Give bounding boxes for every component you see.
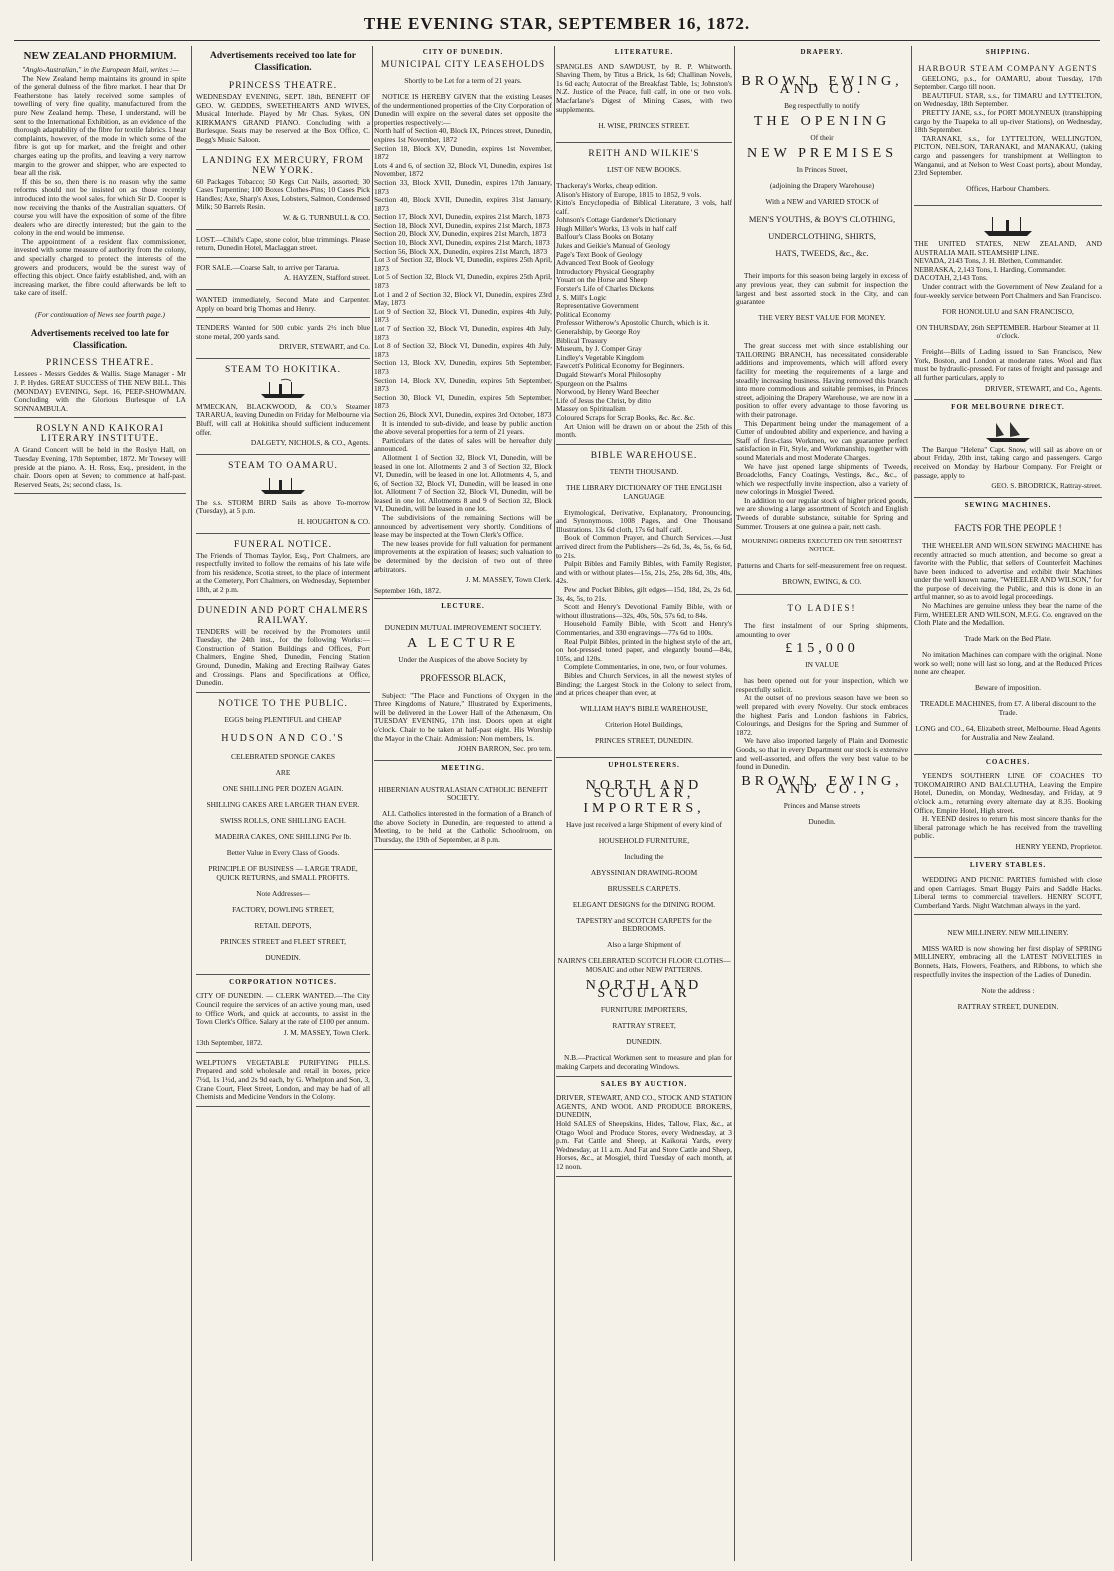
ad-text: LOST.—Child's Cape, stone color, blue trimmings. Please return, Dunedin Hotel, Maclaggan street. [196, 234, 370, 253]
book-item: Generalship, by George Roy [556, 327, 641, 336]
ad-text: The first instalment of our Spring shipments, amounting to over [736, 621, 908, 639]
lease-list [374, 127, 552, 419]
ship-item: GEELONG, p.s., for OAMARU, about Tuesday, 17th September. Cargo till noon. [914, 73, 1102, 92]
ad-line: BROWN, EWING, AND CO. [741, 73, 903, 98]
ad-signature: J. M. MASSEY, Town Clerk. [283, 1027, 370, 1037]
ad-line: DUNEDIN. [265, 952, 301, 962]
lease-item: Section 33, Block XVII, Dunedin, expires 17th January, 1873 [374, 177, 552, 196]
ad-steam-hokitika [196, 362, 370, 455]
ad-line: MADEIRA CAKES, ONE SHILLING Per lb. [214, 832, 352, 842]
ad-line: BROWN, EWING, AND CO., [741, 773, 903, 798]
ad-text: WELPTON'S VEGETABLE PURIFYING PILLS. Prepared and sold wholesale and retail in boxes, price 7½d, 1s 1½d, and 2s 9d each, by G. Whelpton and Son, 3, Crane Court, Fleet Street, London, and may be had of all Chemists and Medicine Vendors in the Colony. [196, 1057, 370, 1102]
ad-line: FOR HONOLULU and SAN FRANCISCO, [942, 306, 1074, 316]
ad-text: Pulpit Bibles and Family Bibles, with Family Register, and with or without plates—15s, 21s, 25s, 28s 6d, 30s, 40s, 42s. [556, 559, 732, 586]
ad-line: FURNITURE IMPORTERS, [600, 1005, 688, 1015]
book-item: Representative Government [556, 301, 639, 311]
sailing-ship-icon [982, 421, 1034, 443]
ad-signature: GEO. S. BRODRICK, Rattray-street. [991, 481, 1102, 491]
book-list [556, 182, 732, 423]
column-divider [554, 46, 555, 1561]
ad-text: Household Family Bible, with Scott and Henry's Commentaries, and 330 engravings—77s 6d to 100s. [556, 619, 732, 637]
ad-line: (adjoining the Drapery Warehouse) [769, 181, 875, 191]
ad-line: In Princes Street, [796, 165, 848, 175]
ad-text: TENDERS Wanted for 500 cubic yards 2½ inch blue stone metal, 200 yards sand. [196, 323, 370, 341]
ad-steam-oamaru [196, 458, 370, 534]
lease-item: Section 30, Block VI, Dunedin, expires 5th September, 1873 [374, 392, 552, 411]
book-item: Massey on Spiritualism [556, 404, 626, 414]
ad-line: ON THURSDAY, 26th SEPTEMBER. Harbour Steamer at 11 o'clock. [916, 322, 1100, 341]
ad-title: ROSLYN AND KAIKORAI LITERARY INSTITUTE. [36, 424, 164, 445]
ad-funeral [196, 537, 370, 600]
ad-title: PRINCESS THEATRE. [228, 81, 338, 91]
masthead: THE EVENING STAR, SEPTEMBER 16, 1872. [363, 14, 751, 33]
ad-line: CELEBRATED SPONGE CAKES [231, 752, 335, 762]
ad-signature: JOHN BARRON, Sec. pro tem. [457, 744, 552, 754]
ad-title: BIBLE WAREHOUSE. [590, 450, 698, 461]
ad-us-mail-line [914, 209, 1102, 400]
ad-text: We have also imported largely of Plain and Domestic Goods, so that in every Department our stock is extensive and well-assorted, and offers the very best value to be found in Dunedin. [736, 736, 908, 772]
ad-signature: DRIVER, STEWART, and Co. [279, 342, 370, 352]
column-3 [374, 46, 552, 1561]
book-item: Hugh Miller's Works, 13 vols in half calf [556, 223, 677, 233]
ad-title: REITH AND WILKIE'S [588, 148, 700, 159]
ship-item: PRETTY JANE, s.s., for PORT MOLYNEUX (transhipping cargo by the Tuapeka to all up-river Stations), on Wednesday, 18th September. [914, 107, 1102, 135]
column-1 [14, 46, 186, 1561]
ad-line: NORTH AND SCOULAR, [585, 777, 703, 802]
book-item: Professor Witherow's Apostolic Church, which is it. [556, 318, 710, 328]
ad-line: DUNEDIN MUTUAL IMPROVEMENT SOCIETY. [384, 623, 542, 633]
column-divider [911, 46, 912, 1561]
ad-line: A LECTURE [407, 636, 519, 652]
book-item: Norwood, by Henry Ward Beecher [556, 387, 659, 397]
ad-line: THE LIBRARY DICTIONARY OF THE ENGLISH LANGUAGE [566, 483, 722, 501]
ad-line: PRINCIPLE OF BUSINESS — LARGE TRADE, QUICK RETURNS, and SMALL PROFITS. [208, 864, 358, 882]
ad-text: MISS WARD is now showing her first display of SPRING MILLINERY, embracing all the LATEST NOVELTIES in Bonnets, Hats, Flowers, Feathers, and Ribbons, to which she respectfully invites the inspection of the Ladies of Dunedin. [914, 943, 1102, 979]
ad-text: TENDERS will be received by the Promoters until Tuesday, the 24th inst., for the following Works:— Construction of Station Buildings and Offices, Port Chalmers, Engine Shed, Dunedin, Fencing Station Ground, Dunedin, Making and Erecting Railway Gates and Crossings. Plans and Specifications at Office, Dunedin. [196, 626, 370, 688]
ad-text: N.B.—Practical Workmen sent to measure and plan for making Carpets and decorating Windows. [556, 1053, 732, 1072]
ad-text: The subdivisions of the remaining Sections will be announced by advertisement very shortly. Conditions of lease may be inspected at the Town Clerk's Office. [374, 513, 552, 540]
book-item: Museum, by J. Comper Gray [556, 344, 642, 354]
ad-title: NOTICE TO THE PUBLIC. [218, 698, 348, 709]
ad-line: UNDERCLOTHING, SHIRTS, [768, 231, 876, 242]
column-4 [556, 46, 732, 1561]
book-item: Thackeray's Works, cheap edition. [556, 180, 658, 190]
ad-line: RETAIL DEPOTS, [254, 920, 312, 930]
lease-item: Section 17, Block XVI, Dunedin, expires 21st March, 1873 [374, 212, 550, 222]
ad-text: The new leases provide for full valuation for permanent improvements at the expiration of leases; such valuation to be determined by the decision of two out of three arbitrators. [374, 538, 552, 574]
ad-wheeler-wilson [914, 512, 1102, 754]
ad-text: The Barque "Helena" Capt. Snow, will sail as above on or about Friday, 20th inst, taking cargo and passengers. Cargo received on Monday by Harbour Company. For Freight or passage, apply to [914, 444, 1102, 480]
ad-line: Have just received a large Shipment of every kind of [565, 819, 723, 829]
ad-line: With a NEW and VARIED STOCK of [765, 197, 879, 207]
late-ads-header: Advertisements received too late for Classification. [210, 51, 356, 73]
ad-line: FACTS FOR THE PEOPLE ! [954, 523, 1062, 534]
ad-line: TAPESTRY and SCOTCH CARPETS for the BEDROOMS. [576, 915, 712, 934]
ad-north-scoular [556, 773, 732, 1077]
book-item: Lindley's Vegetable Kingdom [556, 352, 644, 362]
book-item: Spurgeon on the Psalms [556, 378, 628, 388]
ad-text: Freight—Bills of Lading issued to San Francisco, New York, Boston, and London at moderate rates. Wool and flax must be hydraulic-pressed. For rates of freight and passage and all further particulars, apply to [914, 347, 1102, 382]
book-item: Political Economy [556, 309, 611, 319]
ad-line: Better Value in Every Class of Goods. [226, 848, 340, 858]
ad-text: CITY OF DUNEDIN. — CLERK WANTED.—The City Council require the services of an active young man, used to Office Work, and quick at accounts, to assist in the Town Clerk's Office. Salary at the rate of £100 per annum. [196, 991, 370, 1027]
article-paragraph: The New Zealand hemp maintains its ground in spite of the general dulness of the fibre market. I hear that Dr Featherstone has lately received some samples of towelling of very fine quality, manufactured from the pure New Zealand hemp. These, I understand, will be sent to the International Exhibition, as an evidence of the thorough adaptability of the fibre for textile fabrics. I hear complaints, however, of the mode in which some of the fibre is got up for market, and the freight and other charges eating up the profits, and leaving a very narrow margin to the grower and shipper, who are expected to bear all the risk. [14, 73, 186, 178]
ad-line: THE OPENING [753, 114, 891, 130]
book-item: J. S. Mill's Logic [556, 292, 607, 302]
book-item: Jukes and Geikie's Manual of Geology [556, 241, 671, 251]
ad-line: RATTRAY STREET, DUNEDIN. [957, 1001, 1059, 1011]
lease-item: Section 20, Block XV, Dunedin, expires 21st March, 1873 [374, 229, 547, 239]
section-header: CITY OF DUNEDIN. [422, 48, 504, 56]
book-item: Kitto's Encyclopedia of Biblical Literature, 3 vols, half calf. [556, 198, 732, 216]
ad-line: WILLIAM HAY'S BIBLE WAREHOUSE, [580, 704, 708, 714]
ad-line: ONE SHILLING PER DOZEN AGAIN. [222, 784, 344, 794]
book-item: Biblical Treasury [556, 335, 608, 345]
ad-text: Pew and Pocket Bibles, gilt edges—15d, 18d, 2s, 2s 6d, 3s, 4s, 5s, to 21s. [556, 585, 732, 603]
article-intro: "Anglo-Australian," in the European Mail, writes :— [22, 65, 180, 74]
ad-text: 60 Packages Tobacco; 50 Kegs Cut Nails, assorted; 30 Cases Turpentine; 100 Boxes Clothes-Pins; 10 Cases Pick Handles; Axe, Sharp's Axes, Lobsters, Salmon, Condensed Milk; 50 Barrels Resin. [196, 176, 370, 212]
ad-livery [914, 873, 1102, 915]
ad-text: WANTED immediately, Second Mate and Carpenter. Apply on board brig Thomas and Henry. [196, 294, 370, 313]
ad-signature: DRIVER, STEWART, and Co., Agents. [984, 383, 1102, 393]
ad-driver-stewart [556, 1091, 732, 1176]
ad-line: NAIRN'S CELEBRATED SCOTCH FLOOR CLOTHS—MOSAIC and other NEW PATTERNS. [557, 956, 731, 974]
lease-item: Section 40, Block XVII, Dunedin, expires 31st January, 1873 [374, 195, 552, 213]
ad-line: Note Addresses— [256, 888, 310, 898]
section-header: LECTURE. [441, 602, 485, 611]
ad-line: IMPORTERS, [583, 800, 705, 816]
lease-item: Lot 9 of Section 32, Block VI, Dunedin, expires 4th July, 1873 [374, 306, 552, 325]
ad-line: PROFESSOR BLACK, [420, 672, 506, 683]
ad-text: H. YEEND desires to return his most sincere thanks for the liberal patronage which he has received from the travelling public. [914, 814, 1102, 841]
ad-harbour-steam [914, 60, 1102, 207]
ad-text: It is intended to sub-divide, and lease by public auction the above several properties for a term of 21 years. [374, 418, 552, 437]
masthead-rule [14, 40, 1100, 41]
article-paragraph: If this be so, then there is no reason why the same reforms should not be insisted on as those recently introduced into the wool sales, for which Sir D. Cooper is now receiving the thanks of the Australian squatters. Of course you will have the exposition of some of the fibre dealers who are directly interested; but the gain to the colony in the end would be immense. [14, 176, 186, 238]
ad-text: The Friends of Thomas Taylor, Esq., Port Chalmers, are respectfully invited to follow the remains of his late wife from his residence, Scotia street, to the place of interment at the Cemetery, Port Chalmers, on Wednesday, September 18th, at 2 p.m. [196, 550, 370, 594]
column-divider [191, 46, 192, 1561]
ad-line: Patterns and Charts for self-measurement free on request. [737, 561, 907, 571]
section-header: LIVERY STABLES. [969, 861, 1047, 870]
ad-title: MUNICIPAL CITY LEASEHOLDS [380, 59, 546, 70]
ad-roslyn [14, 421, 186, 494]
ad-line: BRUSSELS CARPETS. [607, 883, 681, 893]
ad-title: DUNEDIN AND PORT CHALMERS RAILWAY. [197, 605, 369, 626]
book-item: Balfour's Class Books on Botany [556, 232, 654, 242]
ad-line: THE VERY BEST VALUE FOR MONEY. [758, 313, 886, 323]
ad-line: NEW MILLINERY. NEW MILLINERY. [947, 927, 1069, 937]
ad-text: SPANGLES AND SAWDUST, by R. P. Whitworth. Shaving Them, by Titus a Brick, 1s 6d; Challinan Novels, 1s 6d each; Autocrat of the Breakfast Table, 1s; Johnston's N.Z. Justice of the Peace, full calf, in one or two vols. Macfarlane's Digest of Mining Cases, with two supplements. [556, 61, 732, 114]
ad-line: Under the Auspices of the above Society by [398, 655, 528, 665]
lease-item: Section 26, Block XVI, Dunedin, expires 3rd October, 1873 [374, 409, 552, 419]
ad-text: has been opened out for your inspection, which we respectfully solicit. [736, 676, 908, 694]
ad-line: Criterion Hotel Buildings, [605, 720, 683, 730]
ad-line: TO LADIES! [787, 603, 857, 614]
ad-text: DRIVER, STEWART, AND CO., STOCK AND STATION AGENTS, AND WOOL AND PRODUCE BROKERS, DUNEDIN, [556, 1093, 732, 1120]
ad-text: Under contract with the Government of New Zealand for a four-weekly service between Port Chalmers and San Francisco. [914, 282, 1102, 300]
ad-text: THE WHEELER AND WILSON SEWING MACHINE has recently attracted so much attention, and become so great a favorite with the Public, that sellers of Counterfeit Machines have been induced to advertise and exhibit their Machines under the well known name, "WHEELER AND WILSON," for the purpose of deceiving the Public, and this is done in an artful manner, so as to avoid legal proceedings. [914, 540, 1102, 602]
ad-line: SHILLING CAKES ARE LARGER THAN EVER. [206, 800, 360, 810]
ad-text: We have just opened large shipments of Tweeds, Broadcloths, Fancy Coatings, Vestings, &c., &c., of which we respectfully invite inspection, also a variety of new colorings in Mosgiel Tweed. [736, 461, 908, 497]
ad-text: Their imports for this season being largely in excess of any previous year, they can submit for inspection the largest and best assorted stock in the City, and can guarantee [736, 271, 908, 307]
ad-line: Including the [624, 851, 664, 861]
ad-line: DACOTAH, 2,143 Tons. [914, 273, 988, 283]
book-item: Forster's Life of Charles Dickens [556, 284, 654, 294]
ad-signature: HENRY YEEND, Proprietor. [1015, 841, 1102, 851]
ad-lost [196, 233, 370, 258]
ad-line: HIBERNIAN AUSTRALASIAN CATHOLIC BENEFIT SOCIETY. [378, 784, 548, 803]
ad-line: TENTH THOUSAND. [609, 467, 679, 477]
ad-theatre-benefit [196, 78, 370, 150]
ad-text: YEEND'S SOUTHERN LINE OF COACHES TO TOKOMAIRIRO AND BALCLUTHA, Leaving the Empire Hotel, Dunedin, on Monday, Wednesday, and Friday, at 9 o'clock a.m., returning every alternate day at 8.35. Booking Office, Empire Hotel, High street. [914, 771, 1102, 815]
ad-text: At the outset of no previous season have we been so well prepared with every Novelty. Our stock embraces the highest Paris and London fashions in Fabrics, Colourings, and Designs for the Spring and Summer of 1872. [736, 693, 908, 737]
lease-item: Lot 5 of Section 32, Block VI, Dunedin, expires 25th April, 1873 [374, 272, 552, 291]
lease-item: Lots 4 and 6, of section 32, Block VI, Dunedin, expires 1st November, 1872 [374, 160, 552, 179]
ad-signature: J. M. MASSEY, Town Clerk. [465, 575, 552, 585]
ad-line: ELEGANT DESIGNS for the DINING ROOM. [572, 899, 716, 909]
ad-title: LANDING EX MERCURY, FROM NEW YORK. [202, 155, 364, 176]
late-ads-header: Advertisements received too late for Classification. [30, 328, 170, 351]
lease-item: Section 14, Block XV, Dunedin, expires 5th September, 1873 [374, 375, 552, 394]
ad-line: Of their [810, 133, 834, 143]
ad-line: PRINCES STREET, DUNEDIN. [595, 736, 693, 746]
ad-signature: H. HOUGHTON & CO. [297, 517, 370, 527]
ad-welpton [196, 1056, 370, 1107]
ad-line: EGGS being PLENTIFUL and CHEAP [224, 715, 342, 725]
ad-princess-theatre [14, 355, 186, 418]
ad-for-sale [196, 261, 370, 290]
ad-text: This Department being under the management of a Cutter of undoubted ability and experience, and having a Staff of first-class Workmen, we can guarantee perfect satisfaction in Fit, Style, and Workmanship, together with sound Materials and most Moderate Charges. [736, 418, 908, 462]
ship-item: BEAUTIFUL STAR, s.s., for TIMARU and LYTTELTON, on Wednesday, 18th September. [914, 90, 1102, 109]
ad-text: Lessees - Messrs Geddes & Wallis. Stage Manager - Mr J. P. Hydes. GREAT SUCCESS of THE NEW BILL. This (MONDAY) EVENING, Sept. 16, PEEP-SHOWMAN. Concluding with the Glorious Burlesque of LA SONNAMBULA. [14, 369, 186, 413]
lease-item: Section 56, Block XX, Dunedin, expires 21st March, 1873 [374, 246, 548, 256]
section-header: SEWING MACHINES. [964, 500, 1052, 509]
ad-line: Beware of imposition. [975, 683, 1041, 693]
ad-helena [914, 415, 1102, 498]
book-item: Alison's History of Europe, 1815 to 1852, 9 vols. [556, 189, 702, 199]
book-item: Introductory Physical Geography [556, 266, 655, 276]
ad-line: HATS, TWEEDS, &c., &c. [775, 248, 869, 259]
steamship-icon [257, 378, 309, 400]
ad-line: Shortly to be Let for a term of 21 years. [404, 75, 522, 85]
ad-text: Complete Commentaries, in one, two, or four volumes. [564, 662, 728, 672]
ad-bible-warehouse [556, 448, 732, 758]
ad-text: WEDDING AND PICNIC PARTIES furnished with close and open Carriages. Smart Buggy Pairs and Saddle Hacks. Liberal terms to commercial travellers. HENRY SCOTT, Cumberland Yards. Night Watchman always in the yard. [914, 875, 1102, 910]
ad-date: September 16th, 1872. [374, 585, 441, 595]
book-item: Advanced Text Book of Geology [556, 258, 654, 268]
ad-line: MEN'S YOUTHS, & BOY'S CLOTHING, [748, 214, 896, 225]
ad-spangles [556, 60, 732, 143]
ad-text: ALL Catholics interested in the formation of a Branch of the above Society in Dunedin, are requested to attend a Meeting, to be held at the Catholic Schoolroom, on Thursday, the 19th of September, at 8 p.m. [374, 809, 552, 845]
ad-millinery [914, 918, 1102, 1022]
ad-line: £15,000 [785, 641, 859, 657]
ad-line: Princes and Manse streets [783, 801, 861, 811]
article-paragraph: The appointment of a resident flax commissioner, invested with some measure of authority from the colony, and specially charged to protect the interests of the growers and producers, would be the surest way of effecting this object. Once fairly established, and, with an increasing market, the fibre could afterwards be left to take care of itself. [14, 236, 186, 298]
ad-text: In addition to our regular stock of higher priced goods, we are showing a large assortment of Scotch and English Tweeds of durable substance, suitable for Spring and Summer. Trousers at one guinea a pair, nett cash. [736, 495, 908, 531]
section-header: MEETING. [441, 763, 485, 772]
book-item: Dugald Stewart's Moral Philosophy [556, 369, 662, 379]
ad-text: Subject: "The Place and Functions of Oxygen in the Three Kingdoms of Nature," Illustrated by Experiments, will be delivered in the Lower Hall of the Athenæum, On TUESDAY EVENING, 17th inst. Doors open at eight o'clock. Chair to be taken at half-past eight. His Worship the Mayor in the Chair. Admission: Non members, 1s. [374, 690, 552, 743]
section-header: UPHOLSTERERS. [608, 761, 680, 770]
ad-title: FUNERAL NOTICE. [233, 539, 333, 550]
ad-line: PRINCES STREET and FLEET STREET, [220, 936, 346, 946]
lease-item: Lot 1 and 2 of Section 32, Block VI, Dunedin, expires 23rd May, 1873 [374, 289, 552, 308]
ad-text: M'MECKAN, BLACKWOOD, & CO.'s Steamer TARARUA, leaving Dunedin on Friday for Melbourne via Bluff, will call at Hokitika should sufficient inducement offer. [196, 401, 370, 437]
ad-text: Etymological, Derivative, Explanatory, Pronouncing, and Synonymous. 1008 Pages, and One Thousand Illustrations. 13s 6d cloth, 17s 6d half calf. [556, 507, 732, 534]
ad-line: Beg respectfully to notify [784, 101, 860, 111]
ad-line: NORTH AND SCOULAR [585, 977, 703, 1002]
ad-signature: A. HAYZEN, Stafford street. [283, 273, 370, 283]
ad-title: STEAM TO HOKITIKA. [224, 364, 342, 375]
ad-date: 13th September, 1872. [196, 1038, 263, 1048]
ad-title: THE UNITED STATES, NEW ZEALAND, AND AUSTRALIA MAIL STEAMSHIP LINE. [914, 239, 1102, 257]
ad-text: Hold SALES of Sheepskins, Hides, Tallow, Flax, &c., at Otago Wool and Produce Stores, every Wednesday, at 3 p.m. Fat Cattle and Sheep, at Kaikorai Yards, every Wednesday, at 11 a.m. And Fat and Store Cattle and Sheep, Horses, &c., at Mosgiel, third Tuesday of each month, at 12 noon. [556, 1118, 732, 1171]
ad-text: Book of Common Prayer, and Church Services.—Just arrived direct from the Publishers—2s 6d, 3s, 4s, 5s, 6s 6d, to 21s. [556, 533, 732, 560]
lease-item: Lot 8 of Section 32, Block VI, Dunedin, expires 4th July, 1873 [374, 341, 552, 359]
ad-line: Also a large Shipment of [607, 940, 681, 950]
ad-wanted [196, 293, 370, 318]
ad-text: FOR SALE.—Coarse Salt, to arrive per Tararua. [196, 262, 340, 272]
ad-line: ABYSSINIAN DRAWING-ROOM [590, 867, 698, 877]
ad-text: The great success met with since establishing our TAILORING BRANCH, has necessitated considerable additions and improvements, which will afford every facility for meeting the requirements of a large and steadily increasing business. Having removed this branch into more commodious and suitable premises, in Princes street, adjoining the Drapery Warehouse, we are now in a position to offer every advantage to those favoring us with their patronage. [736, 341, 908, 419]
ad-signature: H. WISE, PRINCES STREET. [598, 120, 690, 130]
ad-title: HARBOUR STEAM COMPANY AGENTS [918, 62, 1098, 73]
ad-title: PRINCESS THEATRE. [45, 358, 155, 369]
book-item: Page's Text Book of Geology [556, 249, 643, 259]
steamship-icon [257, 474, 309, 496]
ad-line: NEVADA, 2143 Tons, J. H. Blethen, Commander. [914, 256, 1063, 266]
section-header: FOR MELBOURNE DIRECT. [951, 403, 1065, 412]
ad-line: Offices, Harbour Chambers. [966, 184, 1050, 194]
ad-tenders [196, 321, 370, 359]
ad-hibernian [374, 775, 552, 849]
ad-line: HOUSEHOLD FURNITURE, [598, 835, 690, 845]
continuation-note: (For continuation of News see fourth page.) [35, 310, 165, 320]
ad-reith-wilkie [556, 146, 732, 445]
ad-signature: BROWN, EWING, & CO. [782, 577, 862, 587]
book-item: Fawcett's Political Economy for Beginners. [556, 361, 685, 371]
ad-text: A Grand Concert will be held in the Roslyn Hall, on Tuesday Evening, 17th September, 1872. Mr Towsey will preside at the piano. A. H. Ross, Esq., president, in the chair. Doors open at Seven; to commence at half-past. Reserved Seats, 2s; second class, 1s. [14, 445, 186, 489]
ad-line: IN VALUE [805, 660, 839, 670]
lease-item: Section 18, Block XV, Dunedin, expires 1st November, 1872 [374, 143, 552, 162]
ad-line: ARE [275, 768, 291, 778]
book-item: Youatt on the Horse and Sheep [556, 275, 648, 285]
ad-line: SWISS ROLLS, ONE SHILLING EACH. [220, 816, 346, 826]
ad-line: LONG and CO., 64, Elizabeth street, Melbourne. Head Agents for Australia and New Zealand. [915, 723, 1101, 742]
ad-text: Real Pulpit Bibles, printed in the highest style of the art, on hot-pressed toned paper, and elegantly bound—84s, 105s, and 120s. [556, 636, 732, 663]
ad-line: FACTORY, DOWLING STREET, [232, 904, 334, 914]
ad-text: Allotment 1 of Section 32, Block VI, Dunedin, will be leased in one lot. Allotments 2 and 3 of Section 32, Block VI, Dunedin, will be leased in one lot. Allotments 4, 5, and 6, of Section 32, Block VI, Dunedin, will be leased in one lot. Allotment 7 of Section 32, Block VI, Dunedin, will be leased in one lot. Allotments 8 and 9 of Section 32, Block VI, Dunedin, will be leased in one lot. [374, 452, 552, 514]
column-5 [736, 46, 908, 1561]
ad-signature: DALGETY, NICHOLS, & CO., Agents. [250, 438, 370, 448]
ad-text: WEDNESDAY EVENING, SEPT. 18th, BENEFIT OF GEO. W. GEDDES, SWEETHEARTS AND WIVES, Musical Interlude. Played by Mr Chas. Sykes, ON KIRKMAN'S GRAND PIANO. Concluding with a Burlesque. Seats may be reserved at the Box Office, C. Begg's Music Saloon. [196, 92, 370, 144]
ad-railway [196, 603, 370, 693]
column-2 [196, 46, 370, 1561]
lease-item: Lot 3 of Section 32, Block VI, Dunedin, expires 25th April, 1873 [374, 255, 552, 273]
ad-yeend-coaches [914, 769, 1102, 858]
section-header: SALES BY AUCTION. [600, 1079, 688, 1088]
ad-line: RATTRAY STREET, [612, 1021, 676, 1031]
ad-landing [196, 153, 370, 230]
lease-item: North half of Section 40, Block IX, Princes street, Dunedin, expires 1st November, 1872 [374, 126, 552, 144]
lease-item: Lot 7 of Section 32, Block VI, Dunedin, expires 4th July, 1873 [374, 324, 552, 342]
ad-text: NOTICE IS HEREBY GIVEN that the existing Leases of the undermentioned properties of the City Corporation of Dunedin will expire on the several dates set opposite the properties respectively:— [374, 91, 552, 127]
ad-text: Particulars of the dates of sales will be hereafter duly announced. [374, 435, 552, 454]
ad-title: STEAM TO OAMARU. [228, 460, 338, 471]
column-divider [372, 46, 373, 1561]
ad-text: Bibles and Church Services, in all the newest styles of Binding; the Largest Stock in the Colony to select from, and at prices cheaper than ever, at [556, 670, 732, 698]
ad-line: NEW PREMISES [746, 146, 898, 162]
ad-line: Trade Mark on the Bed Plate. [964, 634, 1052, 644]
ad-hudson [196, 696, 370, 975]
book-item: Johnson's Cottage Gardener's Dictionary [556, 215, 677, 225]
section-header: SHIPPING. [985, 48, 1031, 56]
lease-item: Section 10, Block XVI, Dunedin, expires 21st March, 1873 [374, 238, 550, 248]
ad-signature: W. & G. TURNBULL & CO. [282, 212, 370, 222]
section-header: COACHES. [985, 757, 1031, 766]
ad-line: DUNEDIN. [626, 1037, 662, 1047]
ad-line: LIST OF NEW BOOKS. [606, 164, 682, 174]
article-title: NEW ZEALAND PHORMIUM. [23, 50, 177, 62]
column-6 [914, 46, 1102, 1561]
ship-item: TARANAKI, s.s., for LYTTELTON, WELLINGTON, PICTON, NELSON, TARANAKI, and MANAKAU, (taking cargo and passengers for transhipment at Wellington to Wanganui, and at Nelson to West Coast ports), about Monday, 23rd September. [914, 133, 1102, 178]
section-header: DRAPERY. [800, 48, 844, 56]
column-divider [734, 46, 735, 1561]
steamship-icon [982, 215, 1034, 237]
ad-text: Art Union will be drawn on or about the 25th of this month. [556, 421, 732, 440]
ad-line: Note the address : [981, 985, 1035, 995]
book-item: Life of Jesus the Christ, by ditto [556, 395, 652, 405]
ad-line: TREADLE MACHINES, from £7. A liberal discount to the Trade. [920, 699, 1096, 717]
ad-line: HUDSON AND CO.'S [221, 732, 345, 744]
ad-line: MOURNING ORDERS EXECUTED ON THE SHORTEST NOTICE. [741, 537, 903, 554]
ad-clerk-wanted [196, 989, 370, 1053]
ad-text: No Machines are genuine unless they bear the name of the Firm, WHEELER AND WILSON, M.F.G. Co. engraved on the Cloth Plate and the Medallion. [914, 601, 1102, 628]
ad-line: NEBRASKA, 2,143 Tons, I. Harding, Commander. [914, 264, 1066, 274]
ad-text: No imitation Machines can compare with the original. None work so well; none will last so long, and at the Reduced Prices none are cheaper. [914, 650, 1102, 677]
ad-lecture [374, 614, 552, 761]
lease-item: Section 18, Block XVI, Dunedin, expires 21st March, 1873 [374, 220, 550, 230]
section-header: LITERATURE. [614, 48, 674, 56]
book-item: Coloured Scraps for Scrap Books, &c. &c. &c. [556, 412, 695, 422]
ad-text: Scott and Henry's Devotional Family Bible, with or without illustrations—32s, 40s, 50s, 57s 6d, to 84s. [556, 602, 732, 620]
ad-text: The s.s. STORM BIRD Sails as above To-morrow (Tuesday), at 5 p.m. [196, 497, 370, 516]
lease-item: Section 13, Block XV, Dunedin, expires 5th September, 1873 [374, 358, 552, 376]
section-header: CORPORATION NOTICES. [229, 977, 337, 986]
ad-line: Dunedin. [808, 817, 836, 827]
